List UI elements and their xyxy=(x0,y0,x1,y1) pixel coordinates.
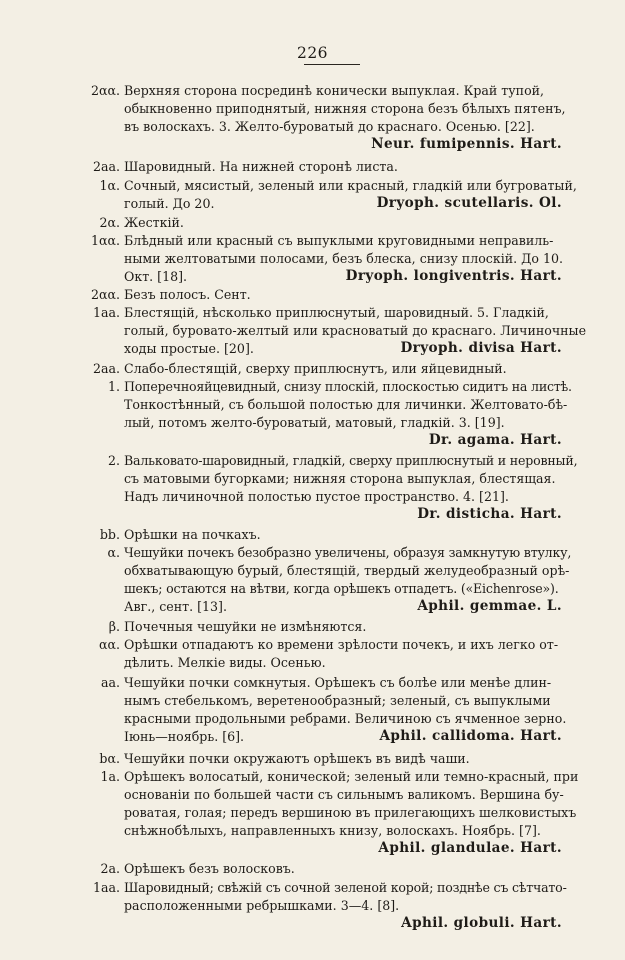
text-line: Орѣшки отпадаютъ ко времени зрѣлости почекъ, и ихъ легко от- xyxy=(124,637,559,652)
species-name: Aphil. gemmae. L. xyxy=(417,598,562,614)
species-name: Dr. agama. Hart. xyxy=(428,432,562,448)
text-line: Сочный, мясистый, зеленый или красный, гладкій или бугроватый, xyxy=(124,178,577,193)
text-line: роватая, голая; передъ вершиною въ прилегающихъ шелковистыхъ xyxy=(124,805,577,820)
text-line: Безъ полосъ. Сент. xyxy=(124,287,251,302)
key-label: 1aa. xyxy=(92,305,120,320)
key-label: aa. xyxy=(100,675,120,690)
text-line: Шаровидный. На нижней сторонѣ листа. xyxy=(124,159,398,174)
text-line: голый, буровато-желтый или красноватый до краснаго. Личиночные xyxy=(124,323,587,338)
text-line: Слабо-блестящій, сверху приплюснутъ, или яйцевидный. xyxy=(124,361,507,376)
text-line: Окт. [18]. xyxy=(124,269,188,284)
text-line: Блестящій, нѣсколько приплюснутый, шаровидный. 5. Гладкій, xyxy=(124,305,549,320)
key-label: 1. xyxy=(107,379,120,394)
text-line: Шаровидный; свѣжій съ сочной зеленой корой; позднѣе съ сѣтчато- xyxy=(124,880,567,895)
key-label: 2αα. xyxy=(90,83,120,98)
text-line: лый, потомъ желто-буроватый, матовый, гладкій. 3. [19]. xyxy=(124,415,505,430)
text-line: Вальковато-шаровидный, гладкій, сверху приплюснутый и неровный, xyxy=(124,453,578,468)
text-line: Орѣшки на почкахъ. xyxy=(124,527,261,542)
key-label: 2aa. xyxy=(92,361,120,376)
text-line: основаніи по большей части съ сильнымъ валикомъ. Вершина бу- xyxy=(124,787,564,802)
key-label: α. xyxy=(107,545,120,560)
text-line: Чешуйки почки окружаютъ орѣшекъ въ видѣ чаши. xyxy=(124,751,470,766)
text-line: шекъ; остаются на вѣтви, когда орѣшекъ отпадетъ. («Eichenrose»). xyxy=(124,581,559,596)
species-name: Dryoph. scutellaris. Ol. xyxy=(376,195,562,211)
text-line: Жесткій. xyxy=(124,215,184,230)
text-line: Іюнь—ноябрь. [6]. xyxy=(124,729,245,744)
text-line: Тонкостѣнный, съ большой полостью для личинки. Желтовато-бѣ- xyxy=(124,397,568,412)
text-line: дѣлить. Мелкіе виды. Осенью. xyxy=(124,655,326,670)
key-label: 2a. xyxy=(100,861,120,876)
page-number: 226 xyxy=(296,44,329,62)
text-line: Почечныя чешуйки не измѣняются. xyxy=(124,619,367,634)
text-line: обхватывающую бурый, блестящій, твердый желудеобразный орѣ- xyxy=(124,563,570,578)
species-name: Neur. fumipennis. Hart. xyxy=(371,136,562,152)
key-label: bα. xyxy=(99,751,120,766)
text-line: Надъ личиночной полостью пустое пространство. 4. [21]. xyxy=(124,489,509,504)
page-number-rule xyxy=(304,64,360,65)
key-label: β. xyxy=(108,619,120,634)
key-label: 1a. xyxy=(100,769,120,784)
text-line: расположенными ребрышками. 3—4. [8]. xyxy=(124,898,400,913)
key-label: 2α. xyxy=(99,215,120,230)
text-line: Авг., сент. [13]. xyxy=(124,599,227,614)
text-line: нымъ стебелькомъ, веретенообразный; зеленый, съ выпуклыми xyxy=(124,693,551,708)
text-line: Чешуйки почки сомкнутыя. Орѣшекъ съ болѣе или менѣе длин- xyxy=(124,675,552,690)
text-line: голый. До 20. xyxy=(124,196,215,211)
text-line: въ волоскахъ. 3. Желто-буроватый до краснаго. Осенью. [22]. xyxy=(124,119,535,134)
key-label: 1aa. xyxy=(92,880,120,895)
species-name: Dryoph. divisa Hart. xyxy=(400,340,562,356)
key-label: αα. xyxy=(98,637,120,652)
text-line: красными продольными ребрами. Величиною съ ячменное зерно. xyxy=(124,711,567,726)
species-name: Aphil. callidoma. Hart. xyxy=(379,728,562,744)
text-line: ными желтоватыми полосами, безъ блеска, снизу плоскій. До 10. xyxy=(124,251,563,266)
text-line: Чешуйки почекъ безобразно увеличены, образуя замкнутую втулку, xyxy=(124,545,572,560)
key-label: 2. xyxy=(107,453,120,468)
species-name: Dr. disticha. Hart. xyxy=(417,506,562,522)
species-name: Aphil. globuli. Hart. xyxy=(401,915,562,931)
key-label: 1α. xyxy=(99,178,120,193)
key-label: 2αα. xyxy=(90,287,120,302)
text-line: Орѣшекъ безъ волосковъ. xyxy=(124,861,295,876)
text-line: Верхняя сторона посрединѣ конически выпуклая. Край тупой, xyxy=(124,83,545,98)
text-line: Поперечнояйцевидный, снизу плоскій, плоскостью сидитъ на листѣ. xyxy=(124,379,572,394)
text-line: снѣжнобѣлыхъ, направленныхъ книзу, волоскахъ. Ноябрь. [7]. xyxy=(124,823,541,838)
species-name: Aphil. glandulae. Hart. xyxy=(378,840,562,856)
text-line: Орѣшекъ волосатый, конической; зеленый или темно-красный, при xyxy=(124,769,579,784)
key-label: bb. xyxy=(99,527,120,542)
key-label: 1αα. xyxy=(90,233,120,248)
text-line: съ матовыми бугорками; нижняя сторона выпуклая, блестящая. xyxy=(124,471,556,486)
text-line: обыкновенно приподнятый, нижняя сторона безъ бѣлыхъ пятенъ, xyxy=(124,101,566,116)
text-line: Блѣдный или красный съ выпуклыми круговидными неправиль- xyxy=(124,233,554,248)
species-name: Dryoph. longiventris. Hart. xyxy=(345,268,562,284)
key-label: 2aa. xyxy=(92,159,120,174)
text-line: ходы простые. [20]. xyxy=(124,341,254,356)
